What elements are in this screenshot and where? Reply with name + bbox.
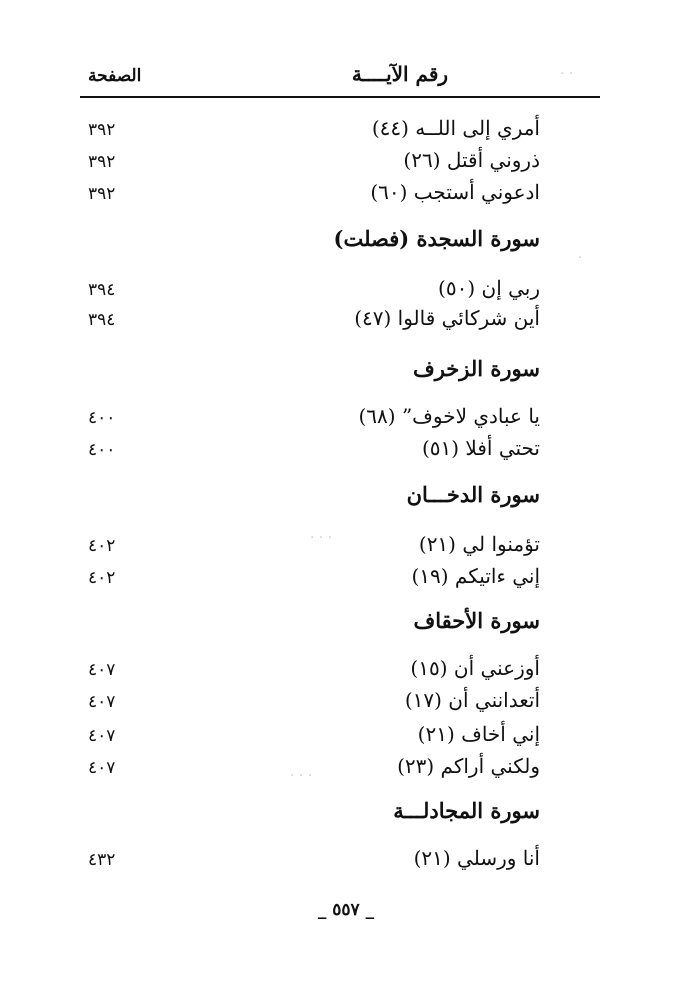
page-number: ٣٩٢ [88, 152, 116, 172]
surah-heading: سورة السجدة (فصلت) [333, 226, 540, 251]
index-row [80, 306, 540, 336]
verse-reference: أوزعني أن (١٥) [410, 656, 540, 680]
index-row [80, 564, 540, 594]
index-row [80, 688, 540, 718]
index-row [80, 180, 540, 210]
page-number: ٤٠٢ [88, 568, 116, 588]
verse-reference: أمري إلى اللــه (٤٤) [371, 116, 540, 140]
page-number: ٤٠٧ [88, 758, 116, 778]
page-number: ٣٩٤ [88, 280, 116, 300]
page-number: ٤٠٢ [88, 536, 116, 556]
verse-reference: ربي إن (٥٠) [438, 276, 540, 300]
verse-reference: ادعوني أستجب (٦٠) [370, 180, 540, 204]
verse-reference: أنا ورسلي (٢١) [413, 846, 540, 870]
verse-reference: إني ءاتيكم (١٩) [411, 564, 540, 588]
surah-heading: سورة المجادلـــة [393, 798, 540, 823]
page-number: ٤٠٧ [88, 660, 116, 680]
verse-reference: تحتي أفلا (٥١) [421, 436, 540, 460]
index-row [80, 276, 540, 306]
surah-heading: سورة الأحقاف [413, 608, 540, 633]
scan-speck: · · [560, 66, 574, 82]
page-number: ٤٠٠ [88, 408, 116, 428]
scan-speck: · [578, 250, 583, 266]
index-row [80, 656, 540, 686]
table-header [80, 62, 600, 92]
scan-speck: · · · [290, 768, 313, 784]
page-number: ٤٠٠ [88, 440, 116, 460]
page-number: ٤٠٧ [88, 692, 116, 712]
page-number: ٣٩٢ [88, 184, 116, 204]
verse-reference: تؤمنوا لي (٢١) [418, 532, 540, 556]
index-row [80, 116, 540, 146]
page-number: ٣٩٤ [88, 310, 116, 330]
index-row [80, 404, 540, 434]
index-row [80, 722, 540, 752]
page-number: ٣٩٢ [88, 120, 116, 140]
verse-column-header: رقم الآيــــة [351, 62, 449, 86]
verse-reference: يا عبادي لاخوف” (٦٨) [358, 404, 540, 428]
index-row [80, 436, 540, 466]
verse-reference: أتعدانني أن (١٧) [404, 688, 540, 712]
scan-speck: · · · [310, 530, 333, 546]
verse-reference: إني أخاف (٢١) [417, 722, 540, 746]
surah-heading: سورة الزخرف [412, 356, 540, 381]
page-number: ٤٣٢ [88, 850, 116, 870]
index-row [80, 846, 540, 876]
verse-reference: أين شركائي قالوا (٤٧) [354, 306, 540, 330]
page-footer-number: _ ٥٥٧ _ [317, 900, 375, 920]
page-number: ٤٠٧ [88, 726, 116, 746]
index-row [80, 148, 540, 178]
verse-reference: ولكني أراكم (٢٣) [397, 754, 540, 778]
page-column-header: الصفحة [88, 66, 142, 86]
surah-heading: سورة الدخـــان [406, 482, 540, 507]
verse-reference: ذروني أقتل (٢٦) [403, 148, 540, 172]
header-divider [80, 96, 600, 98]
